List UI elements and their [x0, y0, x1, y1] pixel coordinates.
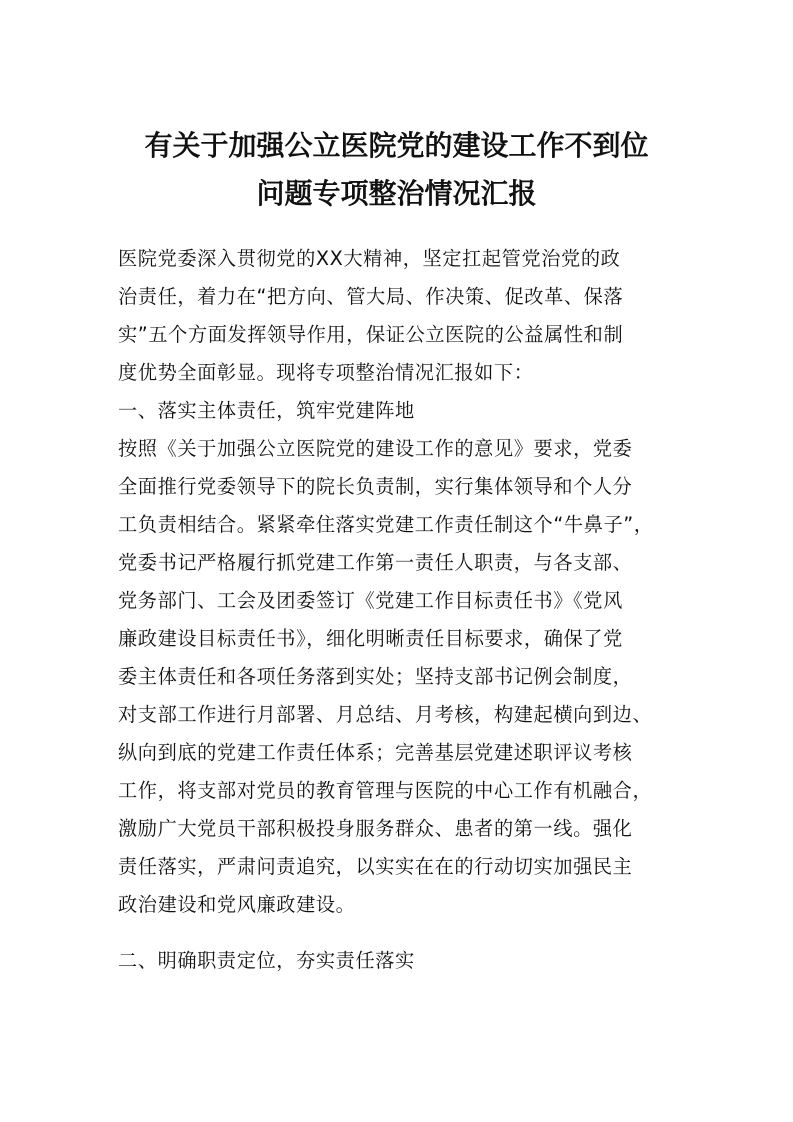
paragraph-intro-line: 度优势全面彰显。现将专项整治情况汇报如下： [118, 361, 534, 384]
paragraph-section1-line: 按照《关于加强公立医院党的建设工作的意见》要求，党委 [118, 437, 633, 460]
document-title-line-2: 问题专项整治情况汇报 [256, 177, 537, 210]
paragraph-section1-line: 廉政建设目标责任书》，细化明晰责任目标要求，确保了党 [118, 627, 623, 650]
paragraph-section1-line: 责任落实，严肃问责追究，以实实在在的行动切实加强民主 [118, 855, 633, 878]
paragraph-intro-line: 医院党委深入贯彻党的XX大精神，坚定扛起管党治党的政 [118, 247, 621, 270]
paragraph-section1-line: 全面推行党委领导下的院长负责制，实行集体领导和个人分 [118, 475, 633, 498]
paragraph-intro-line: 治责任，着力在“把方向、管大局、作决策、促改革、保落 [118, 285, 624, 308]
section-heading-2: 二、明确职责定位，夯实责任落实 [118, 949, 415, 972]
paragraph-section1-line: 党委书记严格履行抓党建工作第一责任人职责，与各支部、 [118, 551, 633, 574]
paragraph-section1-line: 纵向到底的党建工作责任体系；完善基层党建述职评议考核 [118, 741, 633, 764]
paragraph-section1-line: 党务部门、工会及团委签订《党建工作目标责任书》《党风 [118, 589, 623, 612]
section-heading-1: 一、落实主体责任，筑牢党建阵地 [118, 399, 415, 422]
paragraph-intro-line: 实”五个方面发挥领导作用，保证公立医院的公益属性和制 [118, 323, 624, 346]
paragraph-section1-line: 委主体责任和各项任务落到实处；坚持支部书记例会制度， [118, 665, 633, 688]
document-title-line-1: 有关于加强公立医院党的建设工作不到位 [144, 129, 649, 162]
paragraph-section1-line: 工作，将支部对党员的教育管理与医院的中心工作有机融合， [118, 779, 653, 802]
paragraph-section1-line: 政治建设和党风廉政建设。 [118, 893, 356, 916]
paragraph-section1-line: 激励广大党员干部积极投身服务群众、患者的第一线。强化 [118, 817, 633, 840]
paragraph-section1-line: 对支部工作进行月部署、月总结、月考核，构建起横向到边、 [118, 703, 653, 726]
paragraph-section1-line: 工负责相结合。紧紧牵住落实党建工作责任制这个“牛鼻子”， [118, 513, 654, 536]
